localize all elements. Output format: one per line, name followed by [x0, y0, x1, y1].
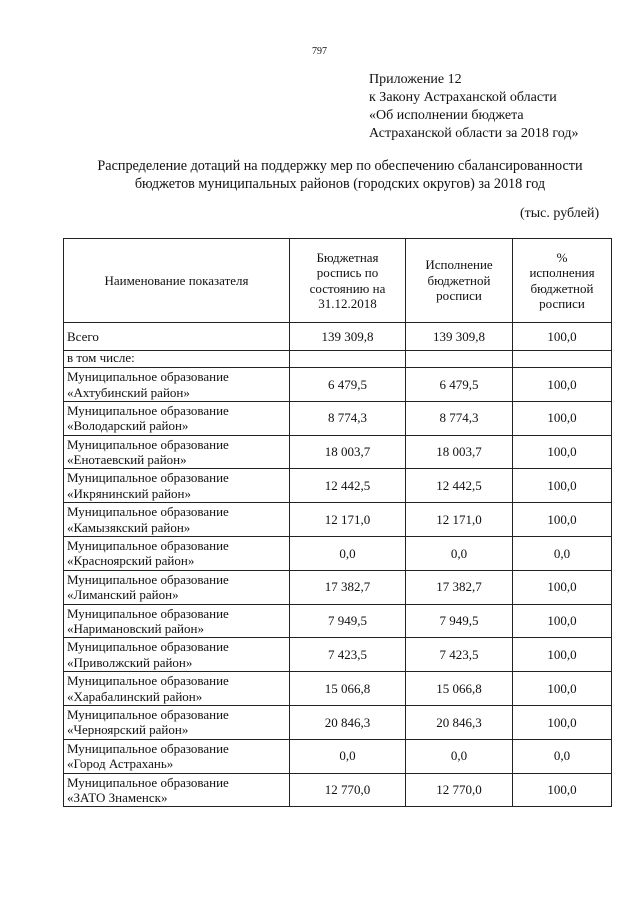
header-budget — [290, 239, 406, 323]
row-percent: 100,0 — [513, 773, 612, 807]
row-name: Муниципальное образование «Енотаевский район» — [64, 435, 290, 469]
table-row — [64, 604, 612, 638]
row-name: Муниципальное образование «Икрянинский район» — [64, 469, 290, 503]
row-percent: 100,0 — [513, 368, 612, 402]
row-budget: 0,0 — [290, 739, 406, 773]
title-line: бюджетов муниципальных районов (городских округов) за 2018 год — [134, 176, 546, 192]
row-percent: 100,0 — [513, 469, 612, 503]
table-row — [64, 773, 612, 807]
row-name: Муниципальное образование «ЗАТО Знаменск» — [64, 773, 290, 807]
total-name: Всего — [64, 323, 290, 351]
table-row — [64, 435, 612, 469]
row-execution: 0,0 — [406, 739, 513, 773]
table-row — [64, 739, 612, 773]
header-percent-line: бюджетной — [530, 280, 594, 296]
total-percent: 100,0 — [513, 323, 612, 351]
row-execution: 18 003,7 — [406, 435, 513, 469]
header-name: Наименование показателя — [64, 239, 290, 323]
page-number: 797 — [312, 46, 327, 57]
row-execution: 12 770,0 — [406, 773, 513, 807]
row-budget: 15 066,8 — [290, 672, 406, 706]
row-execution: 7 423,5 — [406, 638, 513, 672]
row-budget: 17 382,7 — [290, 570, 406, 604]
header-execution-line: бюджетной — [427, 272, 491, 288]
row-name: Муниципальное образование «Харабалинский район» — [64, 672, 290, 706]
header-percent-line: исполнения — [529, 265, 595, 280]
header-budget-line: Бюджетная — [316, 249, 379, 265]
table-row — [64, 705, 612, 739]
row-execution: 20 846,3 — [406, 705, 513, 739]
table-row — [64, 570, 612, 604]
header-percent — [513, 239, 612, 323]
row-budget: 12 770,0 — [290, 773, 406, 807]
row-budget: 8 774,3 — [290, 401, 406, 435]
row-budget: 12 171,0 — [290, 503, 406, 537]
row-name: Муниципальное образование «Камызякский район» — [64, 503, 290, 537]
table-row — [64, 672, 612, 706]
row-name: Муниципальное образование «Лиманский район» — [64, 570, 290, 604]
row-name: Муниципальное образование «Володарский район» — [64, 401, 290, 435]
table-row — [64, 536, 612, 570]
total-execution: 139 309,8 — [406, 323, 513, 351]
header-budget-line: 31.12.2018 — [318, 296, 377, 311]
table-row — [64, 401, 612, 435]
row-percent: 100,0 — [513, 401, 612, 435]
table-header-row — [64, 239, 612, 323]
row-percent: 100,0 — [513, 604, 612, 638]
row-name: Муниципальное образование «Ахтубинский район» — [64, 368, 290, 402]
row-name: Муниципальное образование «Наримановский район» — [64, 604, 290, 638]
row-percent: 100,0 — [513, 503, 612, 537]
row-execution: 12 171,0 — [406, 503, 513, 537]
document-title — [40, 157, 639, 193]
empty-cell — [513, 351, 612, 368]
row-budget: 0,0 — [290, 536, 406, 570]
title-line: Распределение дотаций на поддержку мер по обеспечению сбалансированности — [97, 158, 583, 174]
header-budget-line: состоянию на — [309, 280, 386, 296]
empty-cell — [290, 351, 406, 368]
appendix-line: Астраханской области за 2018 год» — [369, 126, 579, 141]
table-row — [64, 469, 612, 503]
row-budget: 18 003,7 — [290, 435, 406, 469]
row-execution: 7 949,5 — [406, 604, 513, 638]
row-execution: 12 442,5 — [406, 469, 513, 503]
appendix-line: к Закону Астраханской области — [369, 90, 557, 105]
including-label: в том числе: — [64, 351, 290, 368]
row-percent: 100,0 — [513, 570, 612, 604]
row-name: Муниципальное образование «Приволжский район» — [64, 638, 290, 672]
row-percent: 100,0 — [513, 672, 612, 706]
row-budget: 6 479,5 — [290, 368, 406, 402]
row-name: Муниципальное образование «Город Астрахань» — [64, 739, 290, 773]
header-budget-line: роспись по — [316, 265, 379, 280]
row-budget: 12 442,5 — [290, 469, 406, 503]
row-execution: 0,0 — [406, 536, 513, 570]
row-percent: 0,0 — [513, 739, 612, 773]
units-label: (тыс. рублей) — [520, 206, 600, 221]
table-row — [64, 638, 612, 672]
appendix-line: «Об исполнении бюджета — [369, 108, 524, 123]
row-execution: 6 479,5 — [406, 368, 513, 402]
row-percent: 100,0 — [513, 705, 612, 739]
total-budget: 139 309,8 — [290, 323, 406, 351]
header-execution — [406, 239, 513, 323]
header-percent-line: % — [556, 249, 568, 265]
appendix-line: Приложение 12 — [369, 72, 462, 87]
header-execution-line: Исполнение — [425, 257, 493, 273]
empty-cell — [406, 351, 513, 368]
row-percent: 0,0 — [513, 536, 612, 570]
row-execution: 17 382,7 — [406, 570, 513, 604]
row-name: Муниципальное образование «Красноярский район» — [64, 536, 290, 570]
header-execution-line: росписи — [436, 288, 482, 304]
table-row-including — [64, 351, 612, 368]
row-budget: 7 423,5 — [290, 638, 406, 672]
table-row — [64, 503, 612, 537]
header-percent-line: росписи — [539, 296, 585, 311]
table-row — [64, 368, 612, 402]
table-row-total — [64, 323, 612, 351]
row-percent: 100,0 — [513, 638, 612, 672]
row-budget: 7 949,5 — [290, 604, 406, 638]
row-name: Муниципальное образование «Черноярский район» — [64, 705, 290, 739]
row-percent: 100,0 — [513, 435, 612, 469]
dotations-table — [63, 238, 612, 807]
row-budget: 20 846,3 — [290, 705, 406, 739]
appendix-block — [369, 71, 578, 143]
row-execution: 15 066,8 — [406, 672, 513, 706]
row-execution: 8 774,3 — [406, 401, 513, 435]
